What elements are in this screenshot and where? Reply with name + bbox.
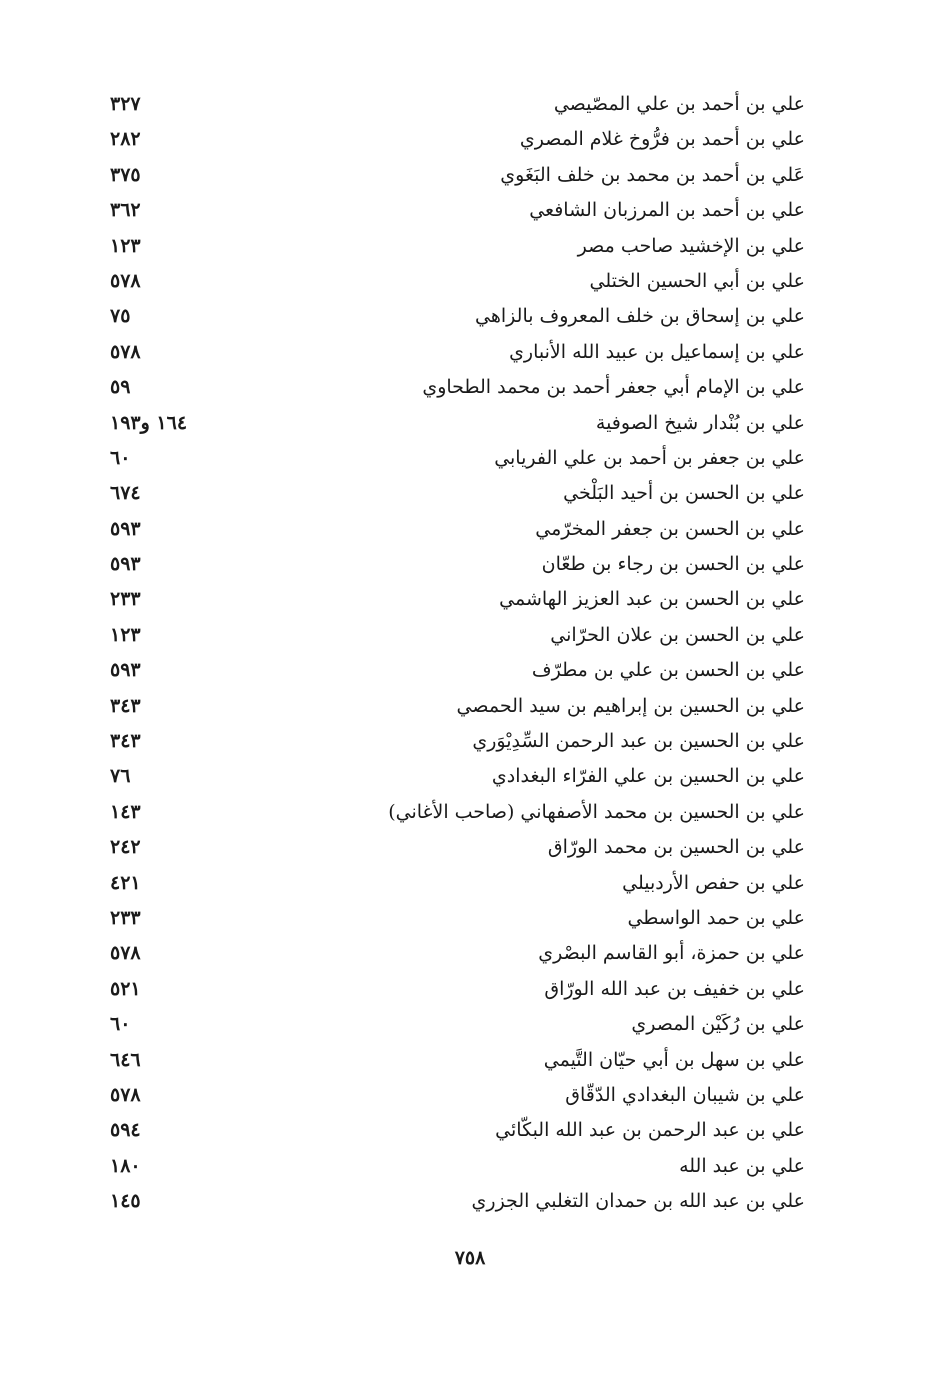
index-entry [100,122,805,157]
entry-page-ref: ٢٤٢ [110,836,141,859]
entry-page-ref: ١٢٣ [110,234,141,257]
entry-name: علي بن بُنْدار شيخ الصوفية [595,411,805,434]
entry-name: علي بن حمزة، أبو القاسم البصْري [538,942,805,965]
index-entry [100,299,805,334]
entry-page-ref: ٢٣٣ [110,588,141,611]
entry-page-ref: ٧٥ [110,305,131,328]
index-entry [100,229,805,264]
entry-page-ref: ٢٣٣ [110,906,141,929]
entry-name: علي بن الحسين بن علي الفرّاء البغدادي [491,765,805,788]
entry-name: علي بن جعفر بن أحمد بن علي الفريابي [494,446,805,469]
index-entry [100,689,805,724]
entry-name: علي بن الحسن بن جعفر المخرّمي [535,517,805,540]
entry-page-ref: ٥٧٨ [110,1083,141,1106]
index-entry [100,547,805,582]
entry-page-ref: ١٤٣ [110,800,141,823]
entry-page-ref: ١٢٣ [110,623,141,646]
entry-page-ref: ٢٨٢ [110,128,141,151]
entry-name: علي بن الحسن بن علان الحرّاني [550,623,805,646]
entry-page-ref: ٣٤٣ [110,730,141,753]
entry-name: علي بن الإمام أبي جعفر أحمد بن محمد الطحاوي [422,376,805,399]
entry-page-ref: ١٦٤ و١٩٣ [110,411,188,434]
index-entry [100,87,805,122]
entry-name: علي بن حمد الواسطي [627,906,805,929]
entry-name: علي بن عبد الرحمن بن عبد الله البكّائي [495,1119,805,1142]
index-entry [100,512,805,547]
entry-name: علي بن سهل بن أبي حيّان التَّيمي [543,1048,805,1071]
entry-name: علي بن خفيف بن عبد الله الورّاق [544,977,805,1000]
index-entry [100,759,805,794]
entry-page-ref: ٣٤٣ [110,694,141,717]
entry-page-ref: ٦٠ [110,1013,131,1036]
entry-name: علي بن رُكَيْن المصري [631,1013,805,1036]
entry-name: علي بن حفص الأردبيلي [622,871,805,894]
entry-name: علي بن الحسن بن أحيد البَلْخي [563,482,805,505]
index-entry [100,795,805,830]
index-entry [100,618,805,653]
entry-page-ref: ٦٠ [110,446,131,469]
entry-name: علي بن الحسن بن عبد العزيز الهاشمي [499,588,805,611]
entry-page-ref: ٥٧٨ [110,269,141,292]
entry-name: علي بن أحمد بن المرزبان الشافعي [529,199,805,222]
entry-name: علي بن شيبان البغدادي الدّقّاق [565,1083,805,1106]
entry-page-ref: ٥٩٣ [110,553,141,576]
index-entry [100,335,805,370]
entry-name: علي بن الحسين بن عبد الرحمن السِّدِيْوَري [472,730,805,753]
entry-page-ref: ٣٧٥ [110,163,141,186]
entry-name: علي بن أحمد بن علي المصّيصي [553,93,805,115]
entry-page-ref: ٥٩٤ [110,1119,141,1142]
entry-page-ref: ٥٩ [110,376,131,399]
entry-name: علي بن الحسن بن رجاء بن طعّان [541,553,805,576]
index-entry [100,724,805,759]
entry-page-ref: ٦٤٦ [110,1048,141,1071]
entry-page-ref: ١٨٠ [110,1154,141,1177]
index-entry [100,653,805,688]
index-entry [100,1149,805,1184]
index-entry [100,476,805,511]
name-index-list [100,87,805,1220]
entry-page-ref: ٧٦ [110,765,131,788]
entry-name: علي بن عبد الله [679,1154,805,1177]
entry-name: علي بن الحسين بن محمد الورّاق [547,836,805,859]
entry-name: علي بن أبي الحسين الختلي [589,269,805,292]
index-entry [100,582,805,617]
index-entry [100,193,805,228]
entry-page-ref: ٤٢١ [110,871,141,894]
index-entry [100,866,805,901]
entry-name: علي بن الحسين بن إبراهيم بن سيد الحمصي [456,694,805,717]
index-entry [100,1078,805,1113]
index-entry [100,901,805,936]
entry-name: علي بن إسماعيل بن عبيد الله الأنباري [509,340,805,363]
index-entry [100,1043,805,1078]
entry-page-ref: ٥٧٨ [110,340,141,363]
entry-name: علي بن أحمد بن فرُّوخ غلام المصري [519,128,805,151]
index-entry [100,1007,805,1042]
entry-page-ref: ٥٢١ [110,977,141,1000]
entry-page-ref: ٥٧٨ [110,942,141,965]
index-entry [100,441,805,476]
index-entry [100,936,805,971]
entry-name: عَلي بن أحمد بن محمد بن خلف البَغَوي [500,163,805,186]
entry-name: علي بن عبد الله بن حمدان التغلبي الجزري [471,1190,805,1213]
entry-page-ref: ٣٢٧ [110,93,141,115]
entry-name: علي بن إسحاق بن خلف المعروف بالزاهي [475,305,805,328]
entry-name: علي بن الحسين بن محمد الأصفهاني (صاحب الأغاني) [388,800,805,823]
entry-name: علي بن الحسن بن علي بن مطرّف [531,659,805,682]
index-entry [100,406,805,441]
index-entry [100,830,805,865]
page-number: ٧٥٨ [454,1247,486,1269]
entry-page-ref: ٥٩٣ [110,659,141,682]
index-entry [100,1184,805,1219]
index-entry [100,264,805,299]
entry-page-ref: ٦٧٤ [110,482,141,505]
index-entry [100,1113,805,1148]
index-entry [100,158,805,193]
entry-name: علي بن الإخشيد صاحب مصر [577,234,805,257]
entry-page-ref: ٥٩٣ [110,517,141,540]
index-entry [100,972,805,1007]
index-entry [100,370,805,405]
entry-page-ref: ١٤٥ [110,1190,141,1213]
entry-page-ref: ٣٦٢ [110,199,141,222]
